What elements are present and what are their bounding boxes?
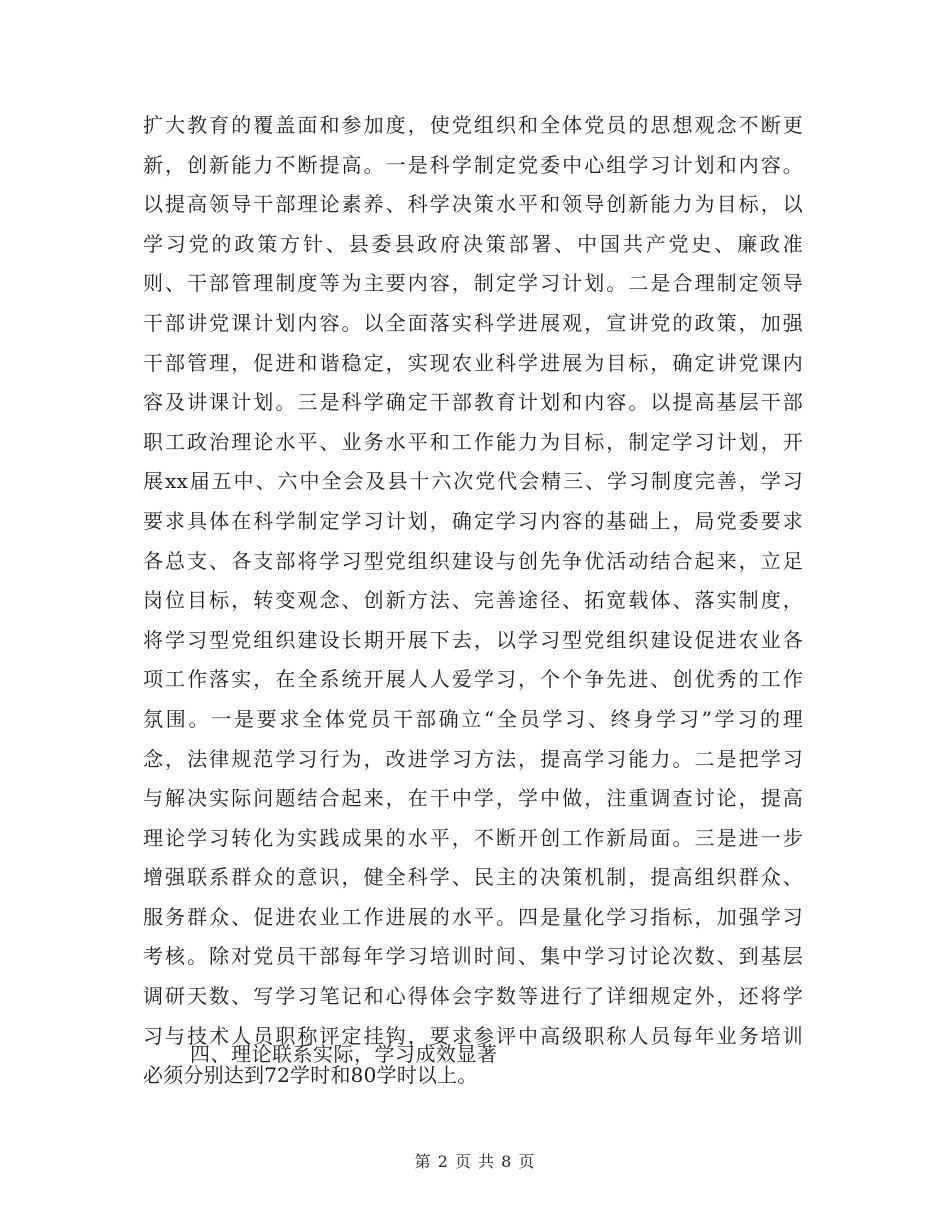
- paragraph-line: 考核。除对党员干部每年学习培训时间、集中学习讨论次数、到基层: [143, 944, 803, 969]
- page-footer: 第 2 页 共 8 页: [414, 1152, 536, 1171]
- paragraph-line: 扩大教育的覆盖面和参加度，使党组织和全体党员的思想观念不断更: [143, 113, 803, 137]
- paragraph-line: 各总支、各支部将学习型党组织建设与创先争优活动结合起来，立足: [143, 548, 803, 573]
- paragraph-line: 服务群众、促进农业工作进展的水平。四是量化学习指标，加强学习: [143, 904, 803, 929]
- paragraph-line: 学习党的政策方针、县委县政府决策部署、中国共产党史、廉政准: [143, 231, 803, 256]
- paragraph-line: 则、干部管理制度等为主要内容，制定学习计划。二是合理制定领导: [143, 271, 803, 296]
- paragraph-line: 念，法律规范学习行为，改进学习方法，提高学习能力。二是把学习: [143, 746, 803, 771]
- paragraph-line: 要求具体在科学制定学习计划，确定学习内容的基础上，局党委要求: [143, 508, 803, 533]
- paragraph-line: 调研天数、写学习笔记和心得体会字数等进行了详细规定外，还将学: [143, 984, 803, 1009]
- paragraph-line: 项工作落实，在全系统开展人人爱学习，个个争先进、创优秀的工作: [143, 667, 803, 692]
- paragraph-line: 将学习型党组织建设长期开展下去，以学习型党组织建设促进农业各: [143, 627, 803, 652]
- paragraph-line: 新，创新能力不断提高。一是科学制定党委中心组学习计划和内容。: [143, 152, 803, 177]
- paragraph-line: 展xx届五中、六中全会及县十六次党代会精三、学习制度完善，学习: [143, 469, 803, 494]
- paragraph-line: 岗位目标，转变观念、创新方法、完善途径、拓宽载体、落实制度，: [143, 588, 803, 613]
- paragraph-line: 氛围。一是要求全体党员干部确立“全员学习、终身学习”学习的理: [143, 706, 803, 731]
- paragraph-line: 必须分别达到72学时和80学时以上。: [143, 1063, 478, 1088]
- paragraph-line: 容及讲课计划。三是科学确定干部教育计划和内容。以提高基层干部: [143, 390, 803, 415]
- paragraph-line: 干部管理，促进和谐稳定，实现农业科学进展为目标，确定讲党课内: [143, 350, 803, 375]
- paragraph-line: 与解决实际问题结合起来，在干中学，学中做，注重调查讨论，提高: [143, 786, 803, 811]
- paragraph-line: 习与技术人员职称评定挂钩，要求参评中高级职称人员每年业务培训: [143, 1023, 803, 1048]
- section-heading: 四、理论联系实际，学习成效显著: [190, 1042, 498, 1066]
- paragraph-line: 职工政治理论水平、业务水平和工作能力为目标，制定学习计划，开: [143, 429, 803, 454]
- paragraph-line: 理论学习转化为实践成果的水平，不断开创工作新局面。三是进一步: [143, 825, 803, 850]
- body-paragraph: [143, 106, 803, 1096]
- paragraph-line: 以提高领导干部理论素养、科学决策水平和领导创新能力为目标，以: [143, 192, 803, 217]
- paragraph-line: 增强联系群众的意识，健全科学、民主的决策机制，提高组织群众、: [143, 865, 803, 890]
- paragraph-line: 干部讲党课计划内容。以全面落实科学进展观，宣讲党的政策，加强: [143, 310, 803, 335]
